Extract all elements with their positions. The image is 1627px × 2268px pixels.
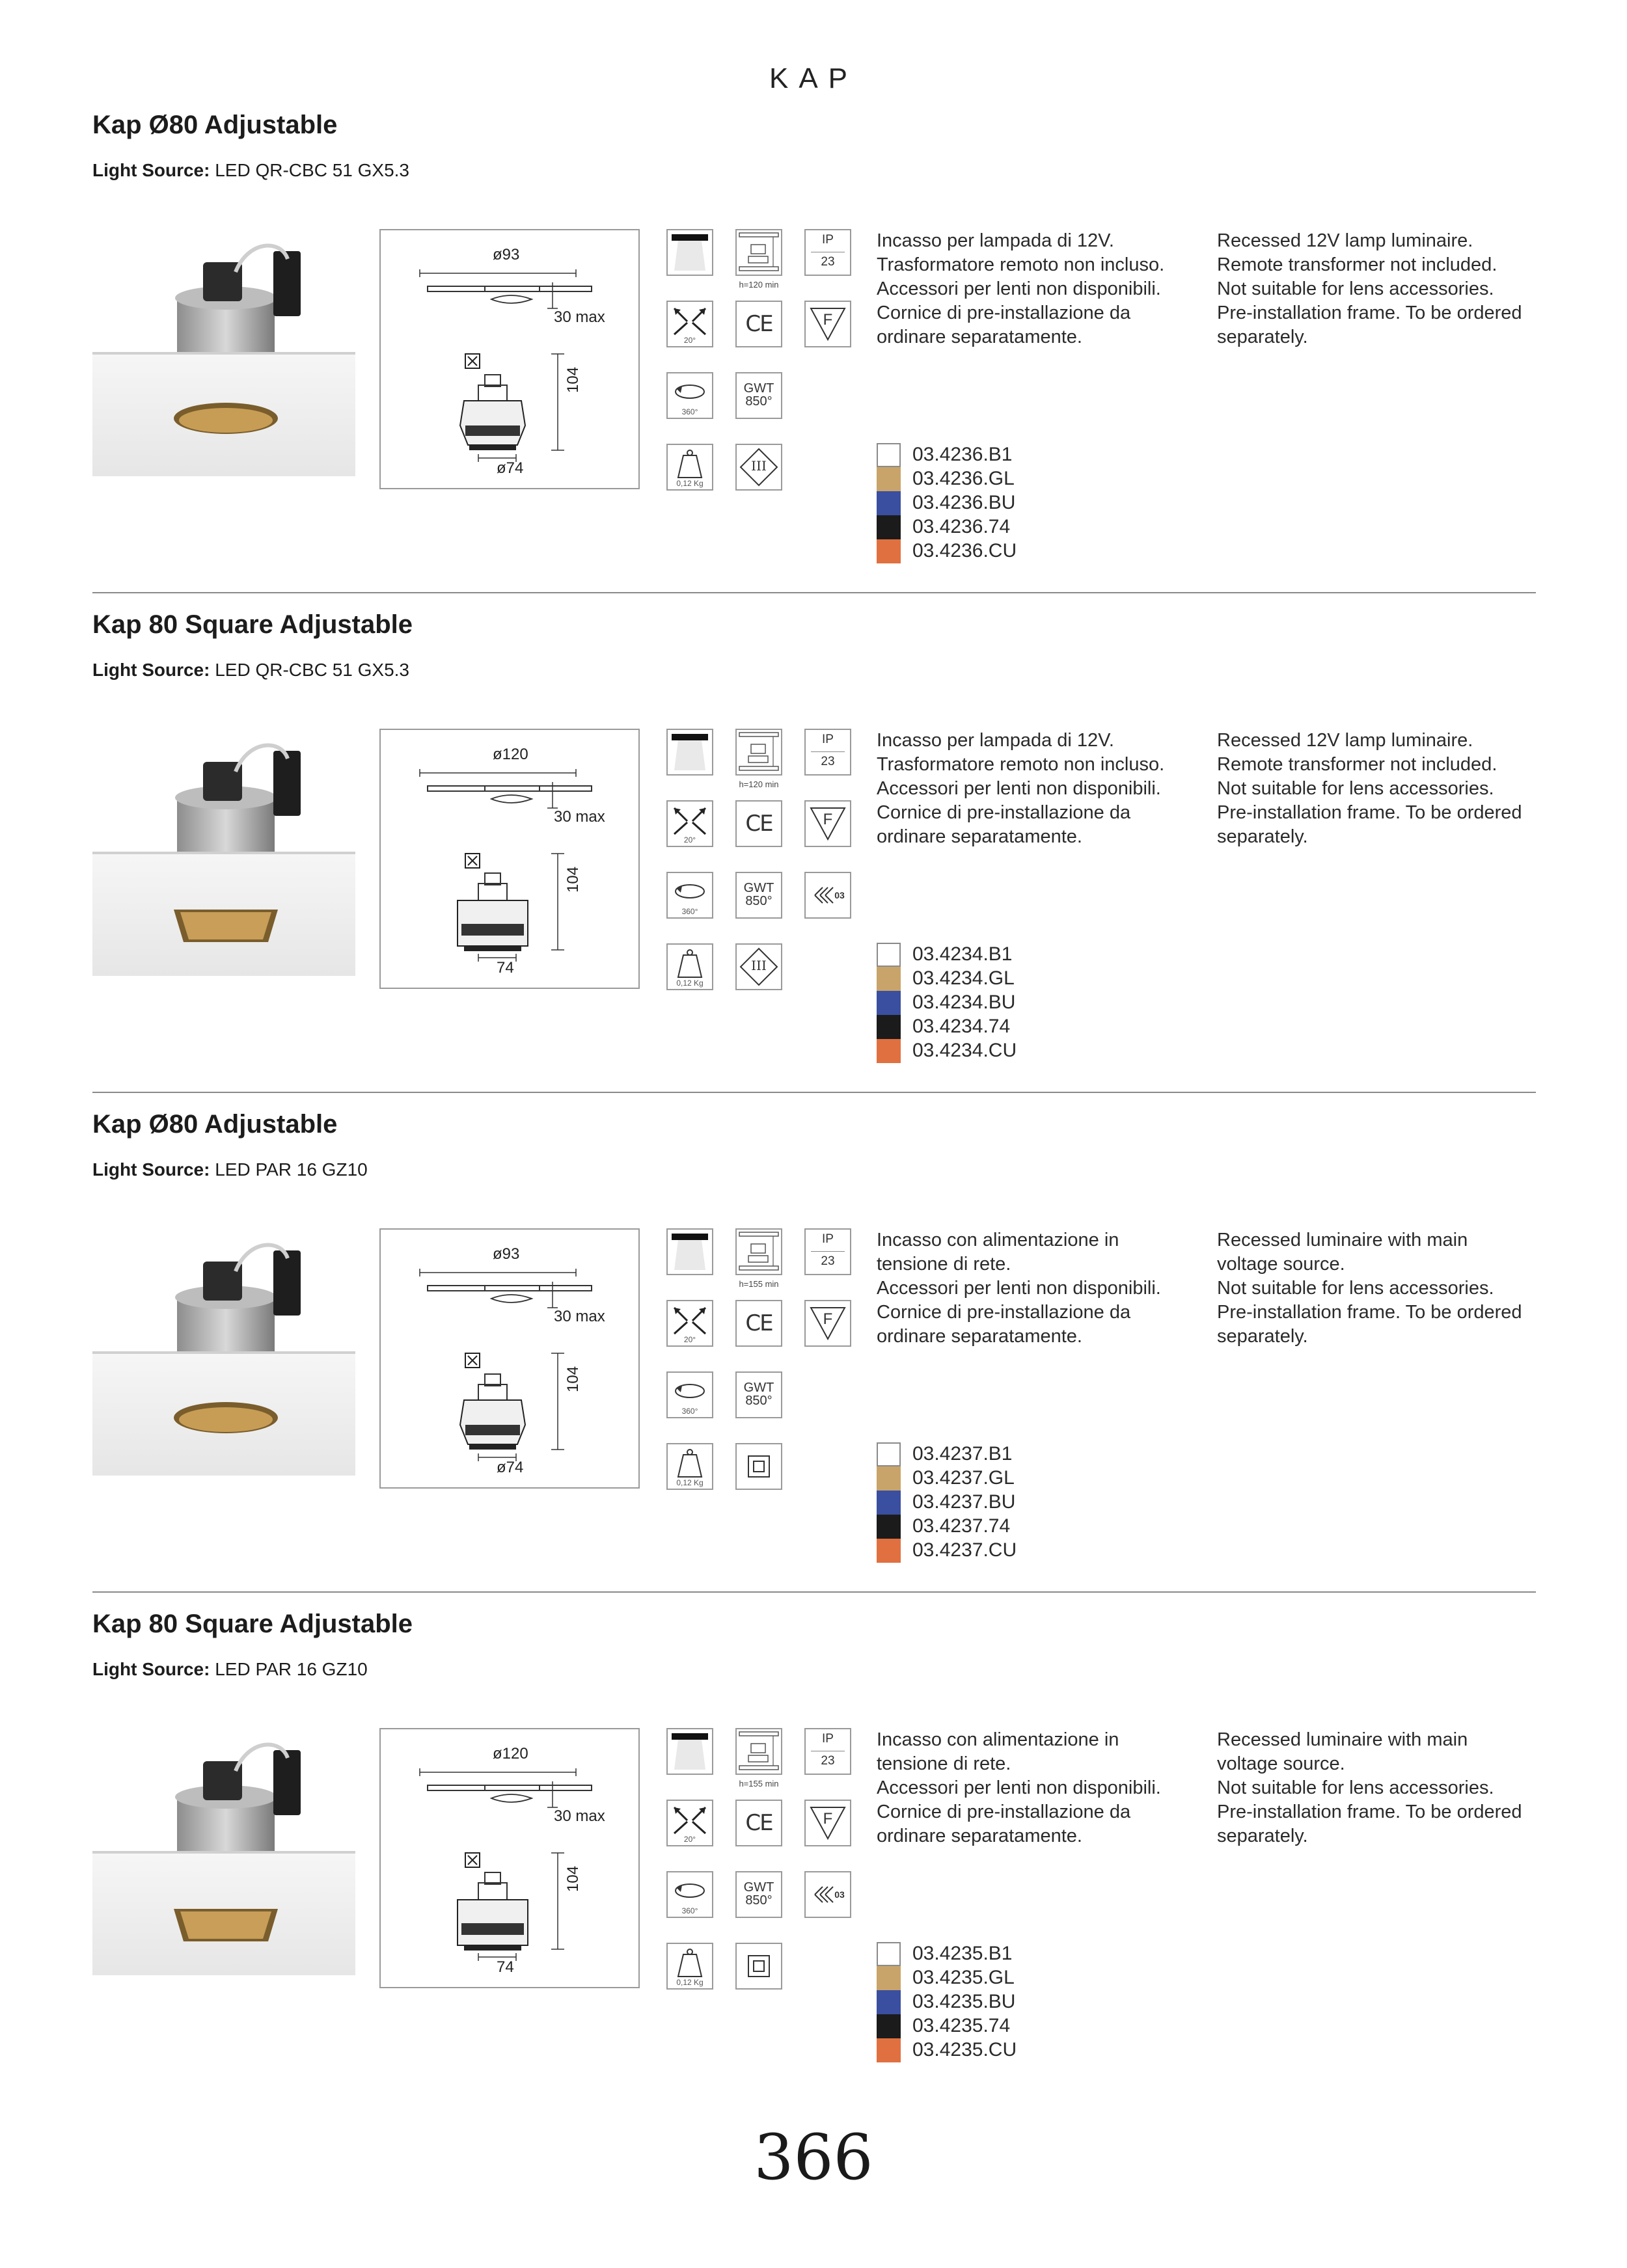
description-line: Pre-installation frame. To be ordered <box>1217 303 1522 323</box>
finish-swatch <box>877 1491 901 1515</box>
beam-angle-icon <box>666 1300 713 1347</box>
finish-swatch <box>877 467 901 491</box>
description-line: Cornice di pre-installazione da <box>877 1302 1131 1323</box>
description-line: Not suitable for lens accessories. <box>1217 278 1494 299</box>
ip-label: IP <box>822 233 834 247</box>
ip-rating-icon <box>804 229 851 276</box>
light-source-value: LED QR-CBC 51 GX5.3 <box>215 660 410 680</box>
energy-class-icon <box>804 872 851 919</box>
section-divider <box>92 1092 1536 1093</box>
description-line: tensione di rete. <box>877 1753 1011 1774</box>
product-code: 03.4235.BU <box>912 1991 1016 2012</box>
recess-depth-icon <box>735 729 782 776</box>
ce-mark: CE <box>745 811 772 837</box>
rotation-icon <box>666 1871 713 1918</box>
recess-depth-icon <box>735 229 782 276</box>
technical-drawing <box>379 1228 640 1489</box>
finish-swatch <box>877 2038 901 2062</box>
description-line: Accessori per lenti non disponibili. <box>877 1278 1161 1299</box>
dim-base: ø74 <box>497 1459 524 1476</box>
weight-value: 0,12 Kg <box>676 979 704 988</box>
product-code: 03.4237.GL <box>912 1467 1015 1489</box>
downlight-icon <box>666 1228 713 1275</box>
ce-mark: CE <box>745 1810 772 1836</box>
description-line: Incasso con alimentazione in <box>877 1729 1119 1750</box>
description-line: separately. <box>1217 1826 1308 1846</box>
gwt-value: 850° <box>745 1394 772 1408</box>
gwt-label: GWT <box>743 1880 774 1895</box>
rotation-icon <box>666 872 713 919</box>
beam-angle-icon <box>666 301 713 347</box>
light-source-value: LED PAR 16 GZ10 <box>215 1659 368 1679</box>
product-code: 03.4235.B1 <box>912 1943 1013 1964</box>
ce-mark: CE <box>745 311 772 337</box>
glow-wire-icon <box>735 372 782 419</box>
description-line: separately. <box>1217 1326 1308 1347</box>
weight-icon <box>666 1443 713 1490</box>
finish-swatch <box>877 1966 901 1990</box>
recess-min-height: h=120 min <box>739 280 779 290</box>
glow-wire-icon <box>735 1871 782 1918</box>
beam-angle-value: 20° <box>683 336 696 345</box>
recess-depth-icon <box>735 1228 782 1275</box>
dim-height: 104 <box>564 366 582 393</box>
description-line: voltage source. <box>1217 1254 1345 1275</box>
description-line: Remote transformer not included. <box>1217 254 1497 275</box>
beam-angle-icon <box>666 800 713 847</box>
ip-value: 23 <box>821 255 835 269</box>
ip-label: IP <box>822 1732 834 1746</box>
product-code: 03.4236.GL <box>912 468 1015 489</box>
technical-drawing <box>379 729 640 989</box>
product-title: Kap Ø80 Adjustable <box>92 1110 338 1139</box>
weight-value: 0,12 Kg <box>676 1978 704 1987</box>
dim-height: 104 <box>564 1865 582 1892</box>
beam-angle-value: 20° <box>683 1335 696 1344</box>
description-line: ordinare separatamente. <box>877 826 1082 847</box>
downlight-icon <box>666 1728 713 1775</box>
dim-depth: 30 max <box>554 808 605 826</box>
description-english <box>1217 1228 1522 1349</box>
finish-swatch <box>877 943 901 967</box>
f-mark-icon <box>804 800 851 847</box>
f-mark: F <box>823 311 833 329</box>
finish-swatch <box>877 443 901 467</box>
product-code: 03.4235.CU <box>912 2039 1017 2060</box>
description-line: Cornice di pre-installazione da <box>877 303 1131 323</box>
light-source-value: LED QR-CBC 51 GX5.3 <box>215 160 410 180</box>
description-line: voltage source. <box>1217 1753 1345 1774</box>
finish-swatch <box>877 991 901 1015</box>
description-line: ordinare separatamente. <box>877 1326 1082 1347</box>
dim-frame-diameter: ø93 <box>493 1245 520 1263</box>
finish-swatch <box>877 1466 901 1491</box>
f-mark: F <box>823 1810 833 1828</box>
f-mark-icon <box>804 1300 851 1347</box>
light-source <box>92 160 409 181</box>
light-source-value: LED PAR 16 GZ10 <box>215 1159 368 1180</box>
gwt-value: 850° <box>745 394 772 409</box>
product-section <box>92 610 1536 1066</box>
ce-mark: CE <box>745 1310 772 1336</box>
rotation-value: 360° <box>681 1906 698 1915</box>
section-divider <box>92 1591 1536 1593</box>
description-line: ordinare separatamente. <box>877 1826 1082 1846</box>
ip-rating-icon <box>804 1228 851 1275</box>
product-photo <box>92 1200 355 1476</box>
dim-height: 104 <box>564 1366 582 1392</box>
insulation-class-value: III <box>751 958 767 973</box>
ip-rating-icon <box>804 1728 851 1775</box>
description-line: separately. <box>1217 327 1308 347</box>
weight-icon <box>666 943 713 990</box>
description-italian <box>877 729 1164 849</box>
description-line: Recessed 12V lamp luminaire. <box>1217 230 1473 251</box>
description-line: Cornice di pre-installazione da <box>877 1802 1131 1822</box>
finish-swatch <box>877 1442 901 1466</box>
weight-icon <box>666 444 713 491</box>
product-photo <box>92 1699 355 1975</box>
gwt-label: GWT <box>743 881 774 895</box>
description-italian <box>877 1228 1161 1349</box>
ce-mark-icon <box>735 800 782 847</box>
product-section <box>92 111 1536 566</box>
ip-value: 23 <box>821 1754 835 1768</box>
product-code: 03.4234.GL <box>912 967 1015 989</box>
light-source-label: Light Source: <box>92 1659 210 1679</box>
f-mark: F <box>823 1310 833 1328</box>
insulation-class-2-icon <box>735 1443 782 1490</box>
weight-value: 0,12 Kg <box>676 1478 704 1487</box>
description-line: Recessed luminaire with main <box>1217 1230 1468 1250</box>
light-source-label: Light Source: <box>92 1159 210 1180</box>
dim-depth: 30 max <box>554 308 605 326</box>
light-source <box>92 1659 368 1680</box>
gwt-value: 850° <box>745 894 772 908</box>
dim-height: 104 <box>564 866 582 893</box>
product-code: 03.4235.74 <box>912 2015 1011 2036</box>
rotation-value: 360° <box>681 907 698 916</box>
description-italian <box>877 229 1164 349</box>
section-divider <box>92 592 1536 593</box>
beam-angle-value: 20° <box>683 835 696 844</box>
beam-angle-icon <box>666 1800 713 1846</box>
ip-rating-icon <box>804 729 851 776</box>
finish-swatch <box>877 1539 901 1563</box>
product-code: 03.4236.BU <box>912 492 1016 513</box>
finish-swatch <box>877 1515 901 1539</box>
product-section <box>92 1610 1536 2065</box>
description-english <box>1217 1728 1522 1848</box>
description-line: Recessed luminaire with main <box>1217 1729 1468 1750</box>
energy-class-value: 03 <box>834 1889 845 1900</box>
ip-label: IP <box>822 1232 834 1246</box>
product-section <box>92 1110 1536 1565</box>
description-line: Accessori per lenti non disponibili. <box>877 1777 1161 1798</box>
rotation-icon <box>666 1371 713 1418</box>
finish-swatch <box>877 515 901 539</box>
glow-wire-icon <box>735 1371 782 1418</box>
dim-base: 74 <box>497 1958 514 1976</box>
ip-divider <box>811 751 845 752</box>
description-line: Trasformatore remoto non incluso. <box>877 754 1165 775</box>
product-code: 03.4234.CU <box>912 1040 1017 1061</box>
product-code: 03.4234.B1 <box>912 943 1013 965</box>
product-code: 03.4237.74 <box>912 1515 1011 1537</box>
energy-class-icon <box>804 1871 851 1918</box>
rotation-value: 360° <box>681 407 698 416</box>
description-line: Incasso per lampada di 12V. <box>877 230 1114 251</box>
page-number: 366 <box>754 2121 873 2194</box>
insulation-class-value: III <box>751 458 767 474</box>
product-code: 03.4236.B1 <box>912 444 1013 465</box>
product-code: 03.4234.BU <box>912 992 1016 1013</box>
description-english <box>1217 229 1522 349</box>
beam-angle-value: 20° <box>683 1835 696 1844</box>
gwt-label: GWT <box>743 381 774 396</box>
f-mark: F <box>823 811 833 828</box>
ip-value: 23 <box>821 755 835 768</box>
description-line: Accessori per lenti non disponibili. <box>877 278 1161 299</box>
energy-class-value: 03 <box>834 890 845 900</box>
finish-swatch <box>877 491 901 515</box>
product-photo <box>92 200 355 476</box>
product-code: 03.4235.GL <box>912 1967 1015 1988</box>
rotation-value: 360° <box>681 1407 698 1416</box>
finish-swatch <box>877 539 901 563</box>
insulation-class-3-icon <box>735 444 782 491</box>
description-line: Accessori per lenti non disponibili. <box>877 778 1161 799</box>
description-line: tensione di rete. <box>877 1254 1011 1275</box>
light-source <box>92 660 409 681</box>
product-code: 03.4237.CU <box>912 1539 1017 1561</box>
description-line: ordinare separatamente. <box>877 327 1082 347</box>
product-code: 03.4236.CU <box>912 540 1017 561</box>
finish-swatch <box>877 2014 901 2038</box>
dim-base: 74 <box>497 959 514 977</box>
downlight-icon <box>666 229 713 276</box>
finish-swatch <box>877 1039 901 1063</box>
product-title: Kap Ø80 Adjustable <box>92 111 338 139</box>
weight-icon <box>666 1943 713 1990</box>
description-line: Incasso per lampada di 12V. <box>877 730 1114 751</box>
light-source-label: Light Source: <box>92 160 210 180</box>
description-line: Not suitable for lens accessories. <box>1217 778 1494 799</box>
product-code: 03.4237.BU <box>912 1491 1016 1513</box>
light-source-label: Light Source: <box>92 660 210 680</box>
product-code: 03.4236.74 <box>912 516 1011 537</box>
insulation-class-3-icon <box>735 943 782 990</box>
description-line: Remote transformer not included. <box>1217 754 1497 775</box>
description-line: Trasformatore remoto non incluso. <box>877 254 1165 275</box>
description-line: Incasso con alimentazione in <box>877 1230 1119 1250</box>
ce-mark-icon <box>735 1800 782 1846</box>
product-code: 03.4234.74 <box>912 1016 1011 1037</box>
dim-depth: 30 max <box>554 1308 605 1325</box>
recess-depth-icon <box>735 1728 782 1775</box>
gwt-value: 850° <box>745 1893 772 1908</box>
description-line: separately. <box>1217 826 1308 847</box>
f-mark-icon <box>804 1800 851 1846</box>
description-italian <box>877 1728 1161 1848</box>
dim-depth: 30 max <box>554 1807 605 1825</box>
product-title: Kap 80 Square Adjustable <box>92 610 413 639</box>
ip-divider <box>811 1251 845 1252</box>
technical-drawing <box>379 1728 640 1988</box>
description-english <box>1217 729 1522 849</box>
brand-header: KAP <box>769 62 858 94</box>
product-photo <box>92 700 355 976</box>
technical-drawing <box>379 229 640 489</box>
insulation-class-2-icon <box>735 1943 782 1990</box>
finish-swatch <box>877 967 901 991</box>
description-line: Not suitable for lens accessories. <box>1217 1777 1494 1798</box>
recess-min-height: h=120 min <box>739 779 779 789</box>
dim-frame-diameter: ø93 <box>493 246 520 263</box>
recess-min-height: h=155 min <box>739 1779 779 1789</box>
description-line: Recessed 12V lamp luminaire. <box>1217 730 1473 751</box>
glow-wire-icon <box>735 872 782 919</box>
downlight-icon <box>666 729 713 776</box>
recess-min-height: h=155 min <box>739 1279 779 1289</box>
dim-base: ø74 <box>497 459 524 477</box>
finish-swatch <box>877 1990 901 2014</box>
product-code: 03.4237.B1 <box>912 1443 1013 1465</box>
rotation-icon <box>666 372 713 419</box>
finish-swatch <box>877 1942 901 1966</box>
finish-swatch <box>877 1015 901 1039</box>
description-line: Cornice di pre-installazione da <box>877 802 1131 823</box>
ip-label: IP <box>822 733 834 746</box>
weight-value: 0,12 Kg <box>676 479 704 488</box>
product-title: Kap 80 Square Adjustable <box>92 1610 413 1638</box>
ip-value: 23 <box>821 1254 835 1268</box>
dim-frame-diameter: ø120 <box>493 746 528 763</box>
gwt-label: GWT <box>743 1381 774 1395</box>
dim-frame-diameter: ø120 <box>493 1745 528 1762</box>
light-source <box>92 1159 368 1180</box>
description-line: Pre-installation frame. To be ordered <box>1217 1302 1522 1323</box>
description-line: Pre-installation frame. To be ordered <box>1217 802 1522 823</box>
f-mark-icon <box>804 301 851 347</box>
ce-mark-icon <box>735 1300 782 1347</box>
description-line: Pre-installation frame. To be ordered <box>1217 1802 1522 1822</box>
ce-mark-icon <box>735 301 782 347</box>
description-line: Not suitable for lens accessories. <box>1217 1278 1494 1299</box>
